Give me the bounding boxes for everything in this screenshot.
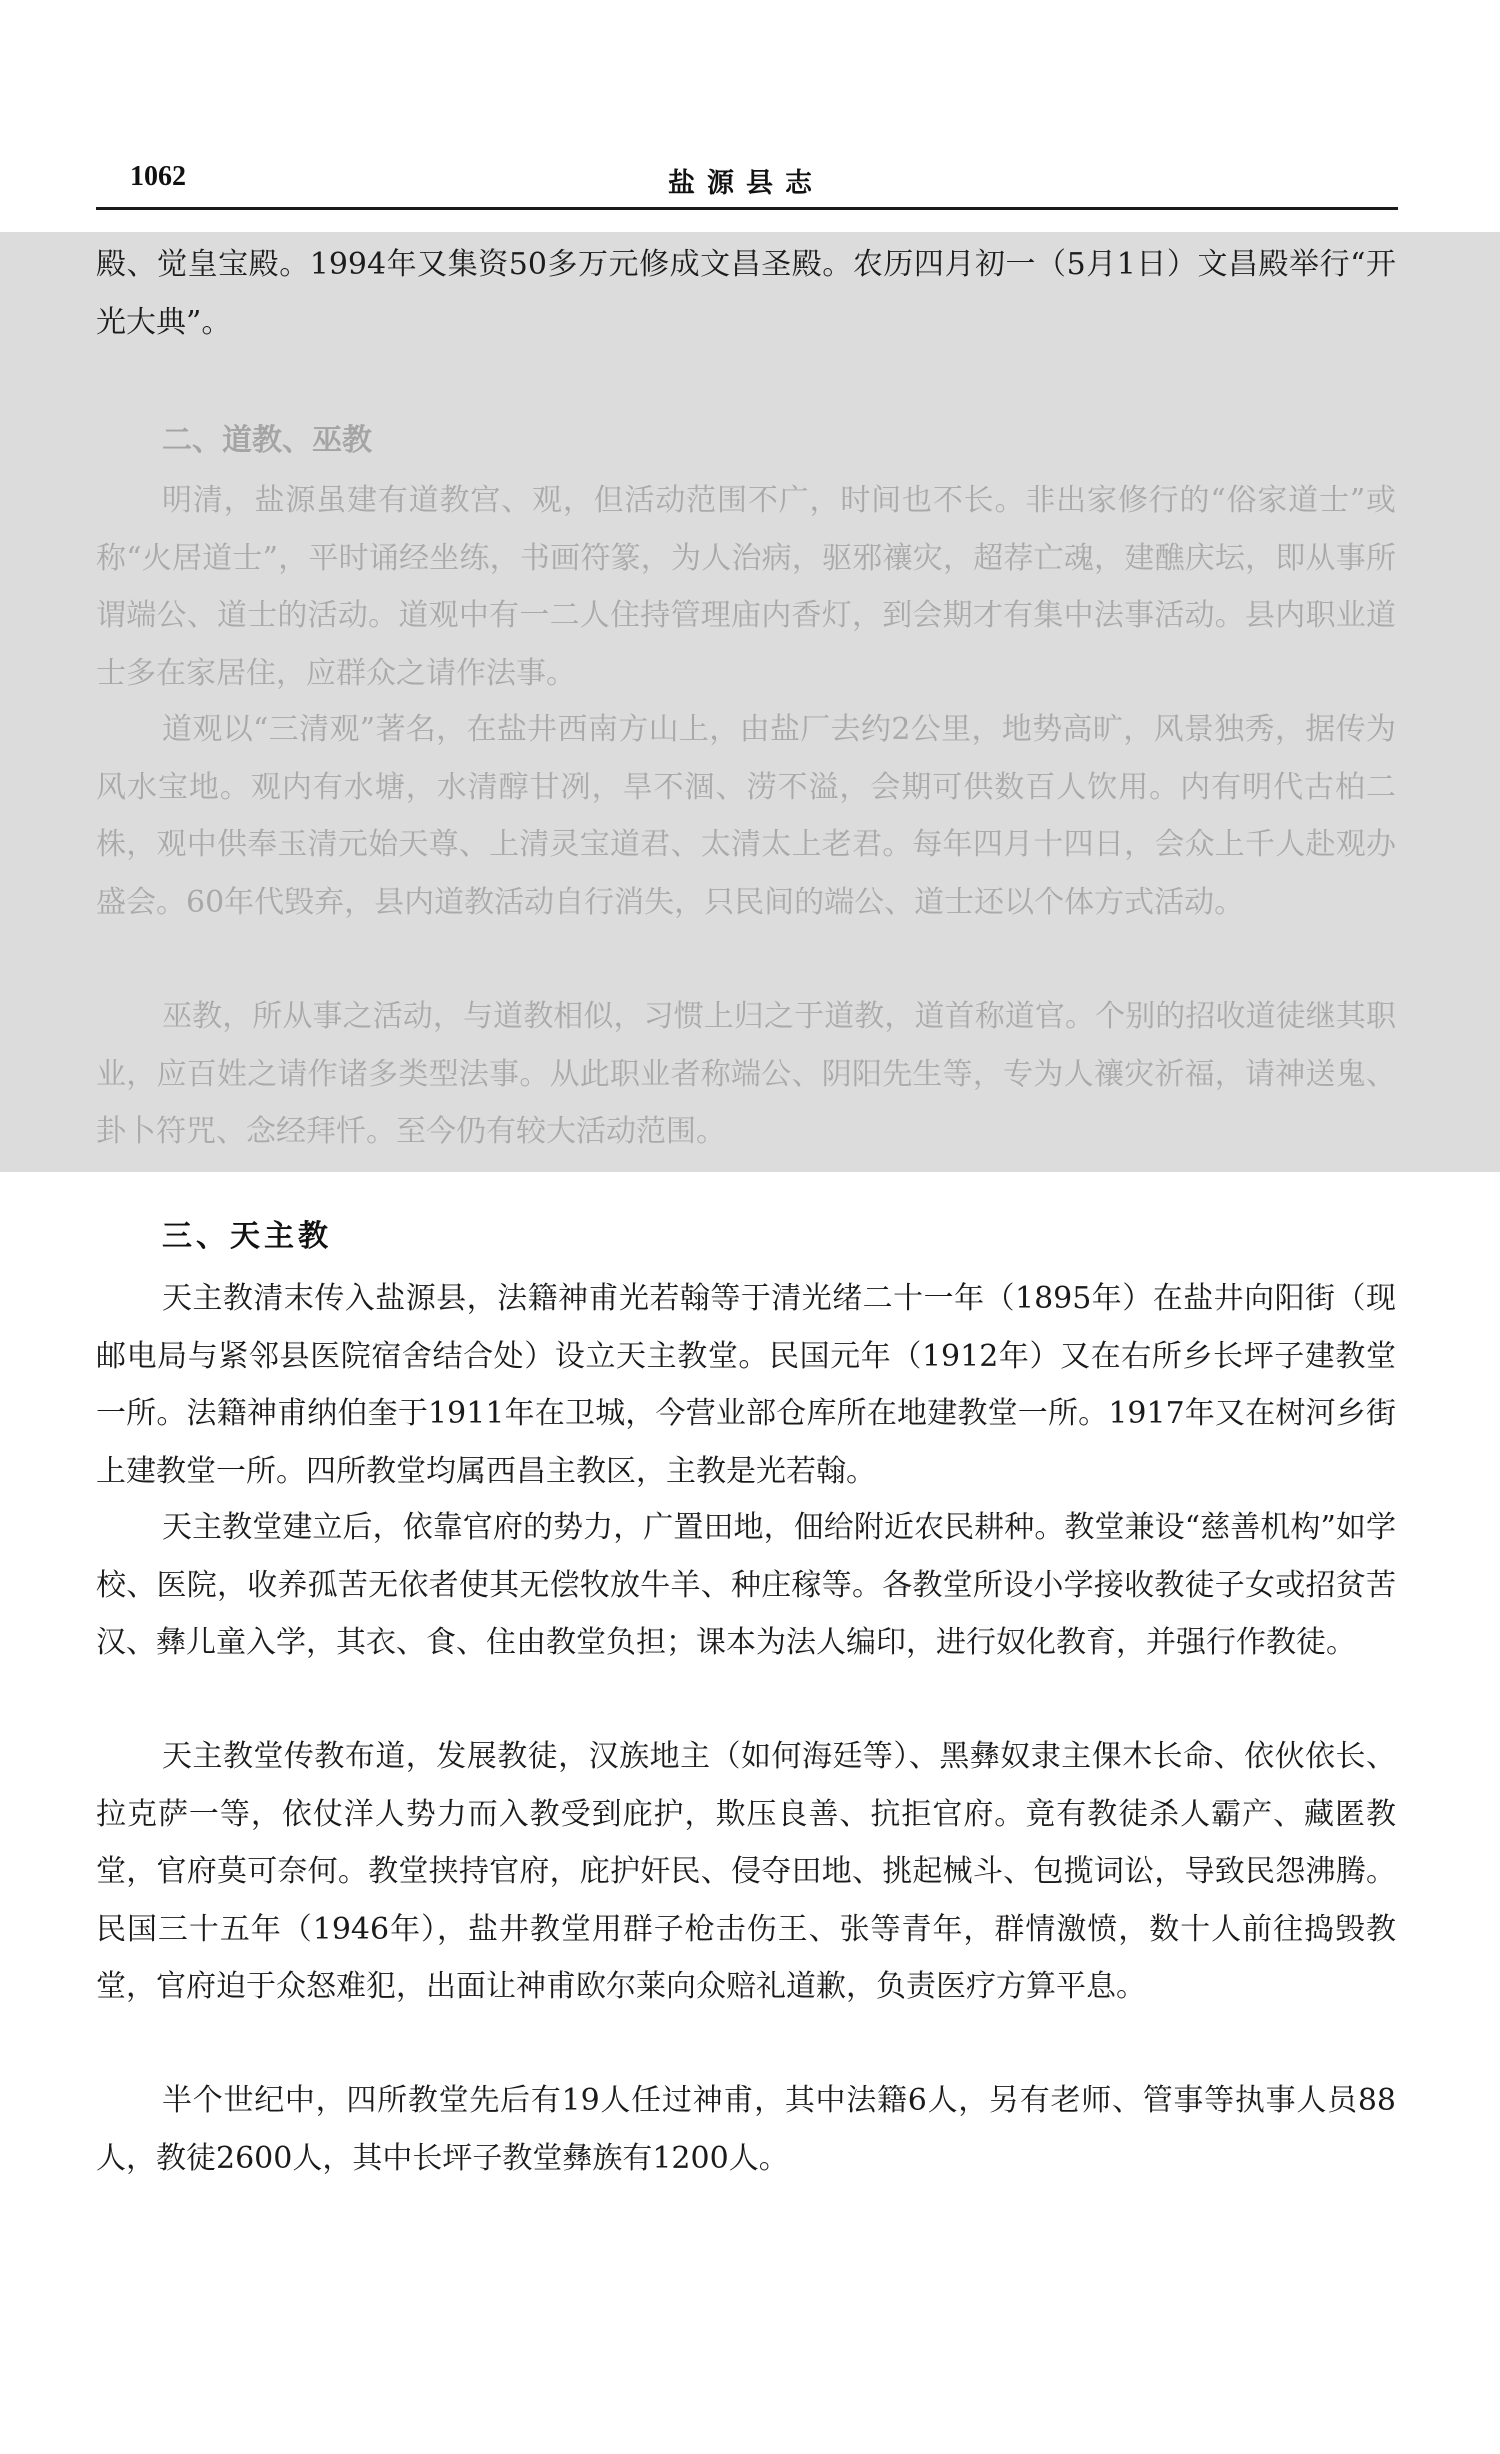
section-heading-catholicism: 三、天主教 [162, 1219, 332, 1254]
section-heading-taoism: 二、道教、巫教 [162, 423, 372, 458]
header-rule [96, 207, 1398, 210]
paragraph-taoism-2: 道观以“三清观”著名，在盐井西南方山上，由盐厂去约2公里，地势高旷，风景独秀，据传为风水宝地。观内有水塘，水清醇甘冽，旱不涸、涝不溢，会期可供数百人饮用。内有明代古柏二株，观中供奉玉清元始天尊、上清灵宝道君、太清太上老君。每年四月十四日，会众上千人赴观办盛会。60年代毁弃，县内道教活动自行消失，只民间的端公、道士还以个体方式活动。 [96, 712, 1396, 920]
paragraph-catholicism-2: 天主教堂建立后，依靠官府的势力，广置田地，佃给附近农民耕种。教堂兼设“慈善机构”如学校、医院，收养孤苦无依者使其无偿牧放牛羊、种庄稼等。各教堂所设小学接收教徒子女或招贫苦汉、彝儿童入学，其衣、食、住由教堂负担；课本为法人编印，进行奴化教育，并强行作教徒。 [96, 1510, 1396, 1660]
paragraph-catholicism-4: 半个世纪中，四所教堂先后有19人任过神甫，其中法籍6人，另有老师、管事等执事人员88人，教徒2600人，其中长坪子教堂彝族有1200人。 [96, 2083, 1396, 2176]
book-title: 盐源县志 [668, 168, 824, 199]
paragraph-catholicism-1: 天主教清末传入盐源县，法籍神甫光若翰等于清光绪二十一年（1895年）在盐井向阳街（现邮电局与紧邻县医院宿舍结合处）设立天主教堂。民国元年（1912年）又在右所乡长坪子建教堂一所。法籍神甫纳伯奎于1911年在卫城，今营业部仓库所在地建教堂一所。1917年又在树河乡街上建教堂一所。四所教堂均属西昌主教区，主教是光若翰。 [96, 1281, 1396, 1489]
paragraph-wu-religion: 巫教，所从事之活动，与道教相似，习惯上归之于道教，道首称道官。个别的招收道徒继其职业，应百姓之请作诸多类型法事。从此职业者称端公、阴阳先生等，专为人禳灾祈福，请神送鬼、卦卜符咒、念经拜忏。至今仍有较大活动范围。 [96, 999, 1396, 1149]
paragraph-catholicism-3: 天主教堂传教布道，发展教徒，汉族地主（如何海廷等）、黑彝奴隶主倮木长命、依伙依长、拉克萨一等，依仗洋人势力而入教受到庇护，欺压良善、抗拒官府。竟有教徒杀人霸产、藏匿教堂，官府莫可奈何。教堂挟持官府，庇护奸民、侵夺田地、挑起械斗、包揽词讼，导致民怨沸腾。民国三十五年（1946年），盐井教堂用群子枪击伤王、张等青年，群情激愤，数十人前往捣毁教堂，官府迫于众怒难犯，出面让神甫欧尔莱向众赔礼道歉，负责医疗方算平息。 [96, 1739, 1396, 2004]
intro-paragraph: 殿、觉皇宝殿。1994年又集资50多万元修成文昌圣殿。农历四月初一（5月1日）文昌殿举行“开光大典”。 [96, 247, 1396, 340]
page-header [96, 155, 1396, 205]
page-number: 1062 [130, 161, 186, 192]
paragraph-taoism-1: 明清，盐源虽建有道教宫、观，但活动范围不广，时间也不长。非出家修行的“俗家道士”或称“火居道士”，平时诵经坐练，书画符篆，为人治病，驱邪禳灾，超荐亡魂，建醮庆坛，即从事所谓端公、道士的活动。道观中有一二人住持管理庙内香灯，到会期才有集中法事活动。县内职业道士多在家居住，应群众之请作法事。 [96, 483, 1396, 691]
